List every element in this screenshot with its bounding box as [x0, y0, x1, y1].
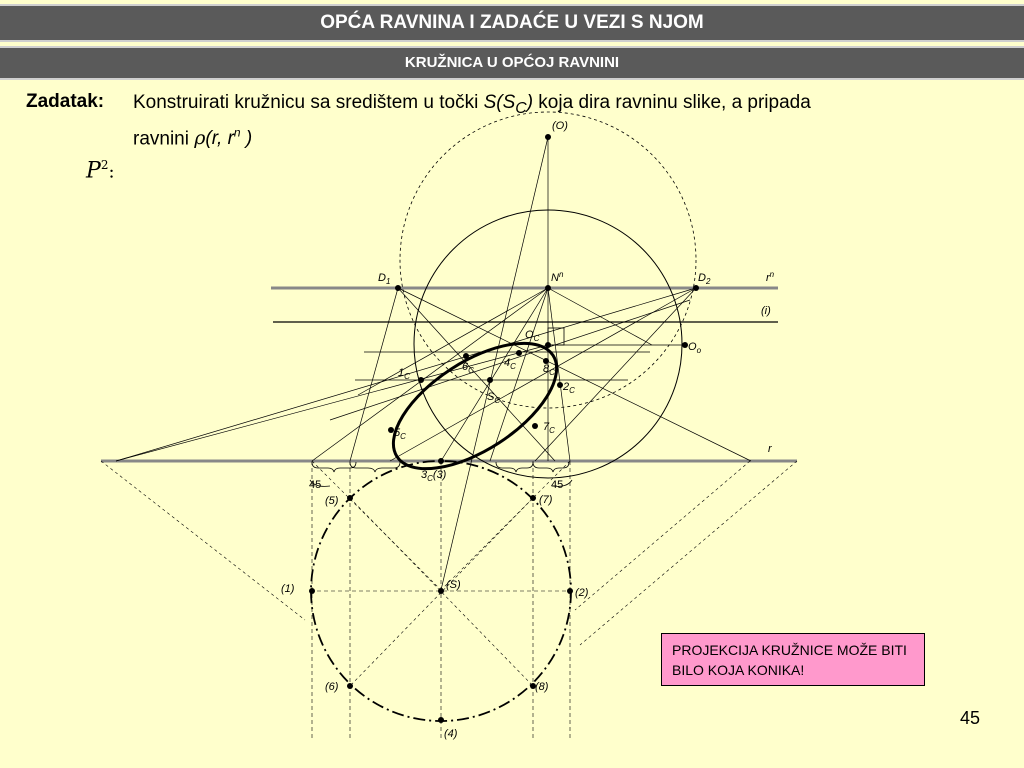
- label-p4: (4): [444, 728, 458, 740]
- label-4c: $4_C$: [504, 357, 516, 371]
- label-1c: $1_C$: [398, 367, 410, 381]
- page-number: 45: [960, 708, 981, 728]
- label-p6: (6): [325, 681, 339, 693]
- label-p8: (8): [535, 681, 549, 693]
- note-line2: BILO KOJA KONIKA!: [672, 662, 805, 678]
- label-p2: (2): [575, 587, 589, 599]
- label-45-left: 45: [309, 479, 322, 491]
- slide-title: OPĆA RAVNINA I ZADAĆE U VEZI S NJOM: [0, 4, 1024, 42]
- label-5c: $5_C$: [394, 427, 406, 441]
- label-D2: $D_2$: [698, 272, 711, 286]
- label-7c: $7_C$: [543, 421, 555, 435]
- label-Nn: $N^n$: [551, 270, 564, 284]
- task-text-c: ravnini: [133, 128, 195, 150]
- task-plane: ρ(r, $r^n$ ): [194, 125, 253, 150]
- label-p1: (1): [281, 583, 295, 595]
- label-S: (S): [446, 579, 461, 591]
- note-box: [661, 633, 925, 686]
- label-p5: (5): [325, 495, 339, 507]
- p2-label: $P^2$:: [86, 158, 115, 184]
- label-D1: $D_1$: [378, 272, 391, 286]
- slide-subtitle: KRUŽNICA U OPĆOJ RAVNINI: [0, 46, 1024, 80]
- label-45-right: 45: [551, 479, 564, 491]
- label-Oo: $O_o$: [688, 341, 702, 355]
- task-point: $S(S_C)$: [483, 92, 534, 117]
- task-text-a: Konstruirati kružnicu sa središtem u točki: [133, 92, 484, 113]
- label-8c: $8_C$: [543, 363, 555, 377]
- label-Oc: $O_C$: [525, 329, 540, 343]
- points: [309, 134, 699, 723]
- label-3c: $3_C(3)$: [421, 469, 447, 483]
- task-text-b: koja dira ravninu slike, a pripada: [533, 92, 811, 113]
- label-O: (O): [552, 120, 568, 132]
- label-p7: (7): [539, 494, 553, 506]
- label-rn: $r^n$: [766, 270, 775, 284]
- construction-lines: [116, 137, 751, 590]
- task-label: Zadatak:: [26, 91, 105, 112]
- label-r: r: [768, 443, 772, 455]
- label-6c: $6_C$: [462, 361, 474, 375]
- note-line1: PROJEKCIJA KRUŽNICE MOŽE BITI: [672, 642, 907, 658]
- label-Sc: $S_C$: [487, 391, 501, 405]
- label-2c: $2_C$: [563, 381, 575, 395]
- vertical-dashed-lines: [310, 461, 572, 740]
- label-i: (i): [761, 305, 771, 317]
